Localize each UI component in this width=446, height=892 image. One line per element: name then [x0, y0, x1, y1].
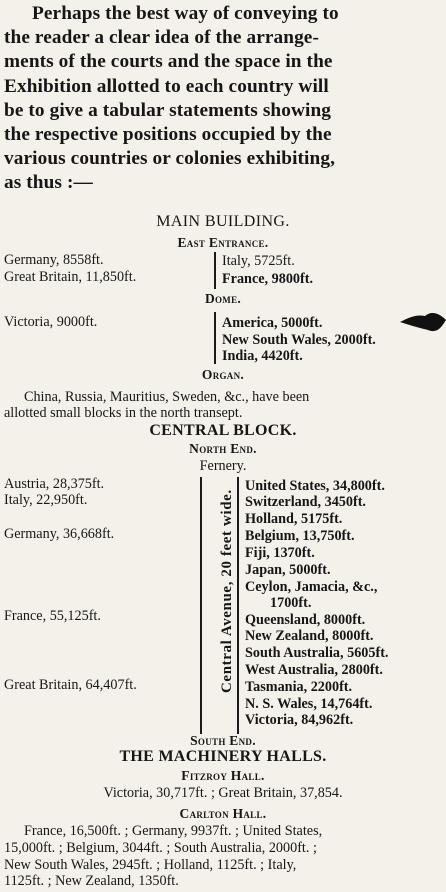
east-entrance-divider	[214, 252, 216, 289]
dome-right-item: New South Wales, 2000ft.	[222, 332, 376, 348]
intro-line: as thus :—	[4, 172, 93, 194]
intro-line: various countries or colonies exhibiting,	[4, 148, 335, 170]
central-right-item: Switzerland, 3450ft.	[245, 494, 366, 510]
central-left-item: Austria, 28,375ft.	[4, 476, 105, 492]
central-left-item: Germany, 36,668ft.	[4, 526, 115, 542]
central-right-item: Japan, 5000ft.	[245, 562, 331, 578]
dome-right-item: India, 4420ft.	[222, 348, 303, 364]
central-right-item: 1700ft.	[270, 595, 312, 611]
central-avenue-label: Central Avenue, 20 feet wide.	[219, 489, 235, 693]
central-right-item: Tasmania, 2200ft.	[245, 679, 353, 695]
south-end-heading: South End.	[190, 733, 256, 748]
intro-line: ments of the courts and the space in the	[4, 51, 333, 73]
dome-left-item: Victoria, 9000ft.	[4, 314, 98, 330]
organ-line: allotted small blocks in the north transept.	[4, 405, 243, 421]
intro-line: the respective positions occupied by the	[4, 124, 332, 146]
carlton-hall-line: France, 16,500ft. ; Germany, 9937ft. ; United States,	[24, 823, 323, 839]
central-left-item: France, 55,125ft.	[4, 608, 101, 624]
central-right-item: Victoria, 84,962ft.	[245, 712, 354, 728]
ink-blot	[398, 308, 446, 338]
east-left-item: Germany, 8558ft.	[4, 252, 104, 268]
north-end-heading: North End.	[189, 441, 257, 456]
machinery-halls-title: THE MACHINERY HALLS.	[119, 748, 327, 765]
central-right-item: Ceylon, Jamacia, &c.,	[245, 579, 378, 595]
central-left-item: Great Britain, 64,407ft.	[4, 677, 137, 693]
dome-right-item: America, 5000ft.	[222, 315, 323, 331]
central-right-item: West Australia, 2800ft.	[245, 662, 383, 678]
intro-line: Exhibition allotted to each country will	[4, 75, 329, 97]
central-right-item: Belgium, 13,750ft.	[245, 528, 355, 544]
central-right-item: United States, 34,800ft.	[245, 478, 385, 494]
east-right-item: Italy, 5725ft.	[222, 253, 295, 269]
central-right-item: N. S. Wales, 14,764ft.	[245, 696, 373, 712]
fitzroy-hall-line: Victoria, 30,717ft. ; Great Britain, 37,854.	[103, 785, 343, 801]
central-block-title: CENTRAL BLOCK.	[149, 422, 297, 439]
central-right-item: Queensland, 8000ft.	[245, 612, 366, 628]
east-entrance-heading: East Entrance.	[177, 235, 269, 250]
avenue-left-edge	[200, 477, 202, 734]
carlton-hall-line: New South Wales, 2945ft. ; Holland, 1125ft. ; Italy,	[4, 857, 297, 873]
carlton-hall-heading: Carlton Hall.	[179, 806, 267, 821]
main-building-title: MAIN BUILDING.	[156, 213, 290, 230]
central-right-item: Holland, 5175ft.	[245, 511, 343, 527]
central-right-item: New Zealand, 8000ft.	[245, 628, 374, 644]
east-right-item: France, 9800ft.	[222, 271, 314, 287]
central-right-item: Fiji, 1370ft.	[245, 545, 315, 561]
dome-heading: Dome.	[204, 291, 242, 306]
avenue-right-edge	[237, 477, 239, 734]
fitzroy-hall-heading: Fitzroy Hall.	[181, 768, 265, 783]
intro-paragraph	[4, 2, 444, 196]
carlton-hall-line: 15,000ft. ; Belgium, 3044ft. ; South Australia, 2000ft. ;	[4, 840, 317, 856]
organ-heading: Organ.	[201, 367, 245, 382]
organ-line: China, Russia, Mauritius, Sweden, &c., have been	[24, 389, 310, 405]
intro-line: Perhaps the best way of conveying to	[32, 3, 339, 24]
intro-line: the reader a clear idea of the arrange-	[4, 27, 319, 49]
east-left-item: Great Britain, 11,850ft.	[4, 269, 137, 285]
carlton-hall-line: 1125ft. ; New Zealand, 1350ft.	[4, 873, 179, 889]
dome-divider	[214, 312, 216, 364]
intro-line: be to give a tabular statements showing	[4, 99, 332, 121]
fernery-label: Fernery.	[199, 458, 247, 474]
central-right-item: South Australia, 5605ft.	[245, 645, 389, 661]
central-left-item: Italy, 22,950ft.	[4, 492, 88, 508]
